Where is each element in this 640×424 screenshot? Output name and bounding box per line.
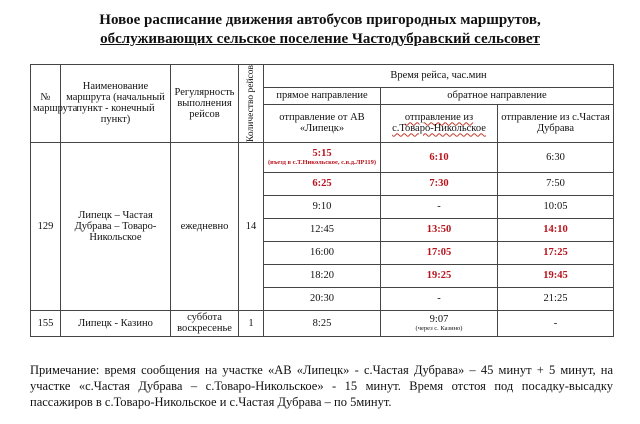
time-cell-c: 6:30 [498, 142, 614, 172]
title-line-1: Новое расписание движения автобусов пригородных маршрутов, [99, 12, 541, 28]
time-cell-a: 9:10 [264, 195, 381, 218]
time-cell-c: 14:10 [498, 218, 614, 241]
header-regularity: Регулярность выполнения рейсов [171, 65, 239, 143]
time-cell-a: 20:30 [264, 287, 381, 310]
time-cell-a: 8:25 [264, 310, 381, 336]
table-row [31, 310, 614, 336]
time-cell-b: 17:05 [381, 241, 498, 264]
route-155-regularity: суббота воскресенье [171, 310, 239, 336]
time-cell-b: 13:50 [381, 218, 498, 241]
schedule-table [30, 64, 614, 337]
header-trip-time [264, 65, 614, 88]
header-trip-count-label: Количество рейсов [246, 65, 256, 142]
time-cell-b: 7:30 [381, 172, 498, 195]
time-cell-b: 19:25 [381, 264, 498, 287]
header-trip-count [239, 65, 264, 143]
route-129-regularity: ежедневно [171, 142, 239, 310]
route-129-count: 14 [239, 142, 264, 310]
time-cell-b: - [381, 287, 498, 310]
time-note: (через с. Казино) [415, 325, 463, 333]
route-129-number: 129 [31, 142, 61, 310]
header-route-number: № маршрута [31, 65, 61, 143]
time-cell-c: 17:25 [498, 241, 614, 264]
time-cell-c: 10:05 [498, 195, 614, 218]
route-155-name: Липецк - Казино [61, 310, 171, 336]
header-direct: прямое направление [264, 87, 381, 104]
header-route-name: Наименование маршрута (начальный пункт - конечный пункт) [61, 65, 171, 143]
time-value: 9:07 [429, 314, 449, 326]
header-reverse: обратное направление [381, 87, 614, 104]
time-note: (въезд в с.Т.Никольское, с.в.д.ЛР119) [267, 159, 377, 167]
table-row [31, 142, 614, 172]
route-155-count: 1 [239, 310, 264, 336]
time-value: 5:15 [312, 148, 332, 160]
time-cell-a [264, 142, 381, 172]
time-cell-c: 7:50 [498, 172, 614, 195]
header-dep-lipetsk: отправление от АВ «Липецк» [264, 104, 381, 142]
time-cell-c: 19:45 [498, 264, 614, 287]
time-cell-c: - [498, 310, 614, 336]
header-trip-time-label: Время рейса, час.мин [390, 70, 487, 82]
header-dep-tovaro-label: отправление из с.Товаро-Никольское [392, 112, 486, 135]
title-line-2: обслуживающих сельское поселение Частодубравский сельсовет [100, 31, 540, 47]
time-cell-a: 6:25 [264, 172, 381, 195]
time-cell-b [381, 310, 498, 336]
time-cell-a: 18:20 [264, 264, 381, 287]
footnote: Примечание: время сообщения на участке «АВ «Липецк» - с.Частая Дубрава» – 45 минут + 5 минут, на участке «с.Частая Дубрава – с.Товаро-Никольское» - 15 минут. Время отстоя под посадку-высадку пассажиров в с.Товаро-Никольское и с.Частая Дубрава – по 5минут. [30, 363, 613, 409]
time-cell-a: 16:00 [264, 241, 381, 264]
time-cell-a: 12:45 [264, 218, 381, 241]
document-title [0, 11, 640, 49]
time-cell-c: 21:25 [498, 287, 614, 310]
route-155-number: 155 [31, 310, 61, 336]
time-cell-b: 6:10 [381, 142, 498, 172]
time-cell-b: - [381, 195, 498, 218]
route-129-name: Липецк – Частая Дубрава – Товаро-Никольское [61, 142, 171, 310]
header-dep-tovaro [381, 104, 498, 142]
header-dep-chastaya: отправление из с.Частая Дубрава [498, 104, 614, 142]
